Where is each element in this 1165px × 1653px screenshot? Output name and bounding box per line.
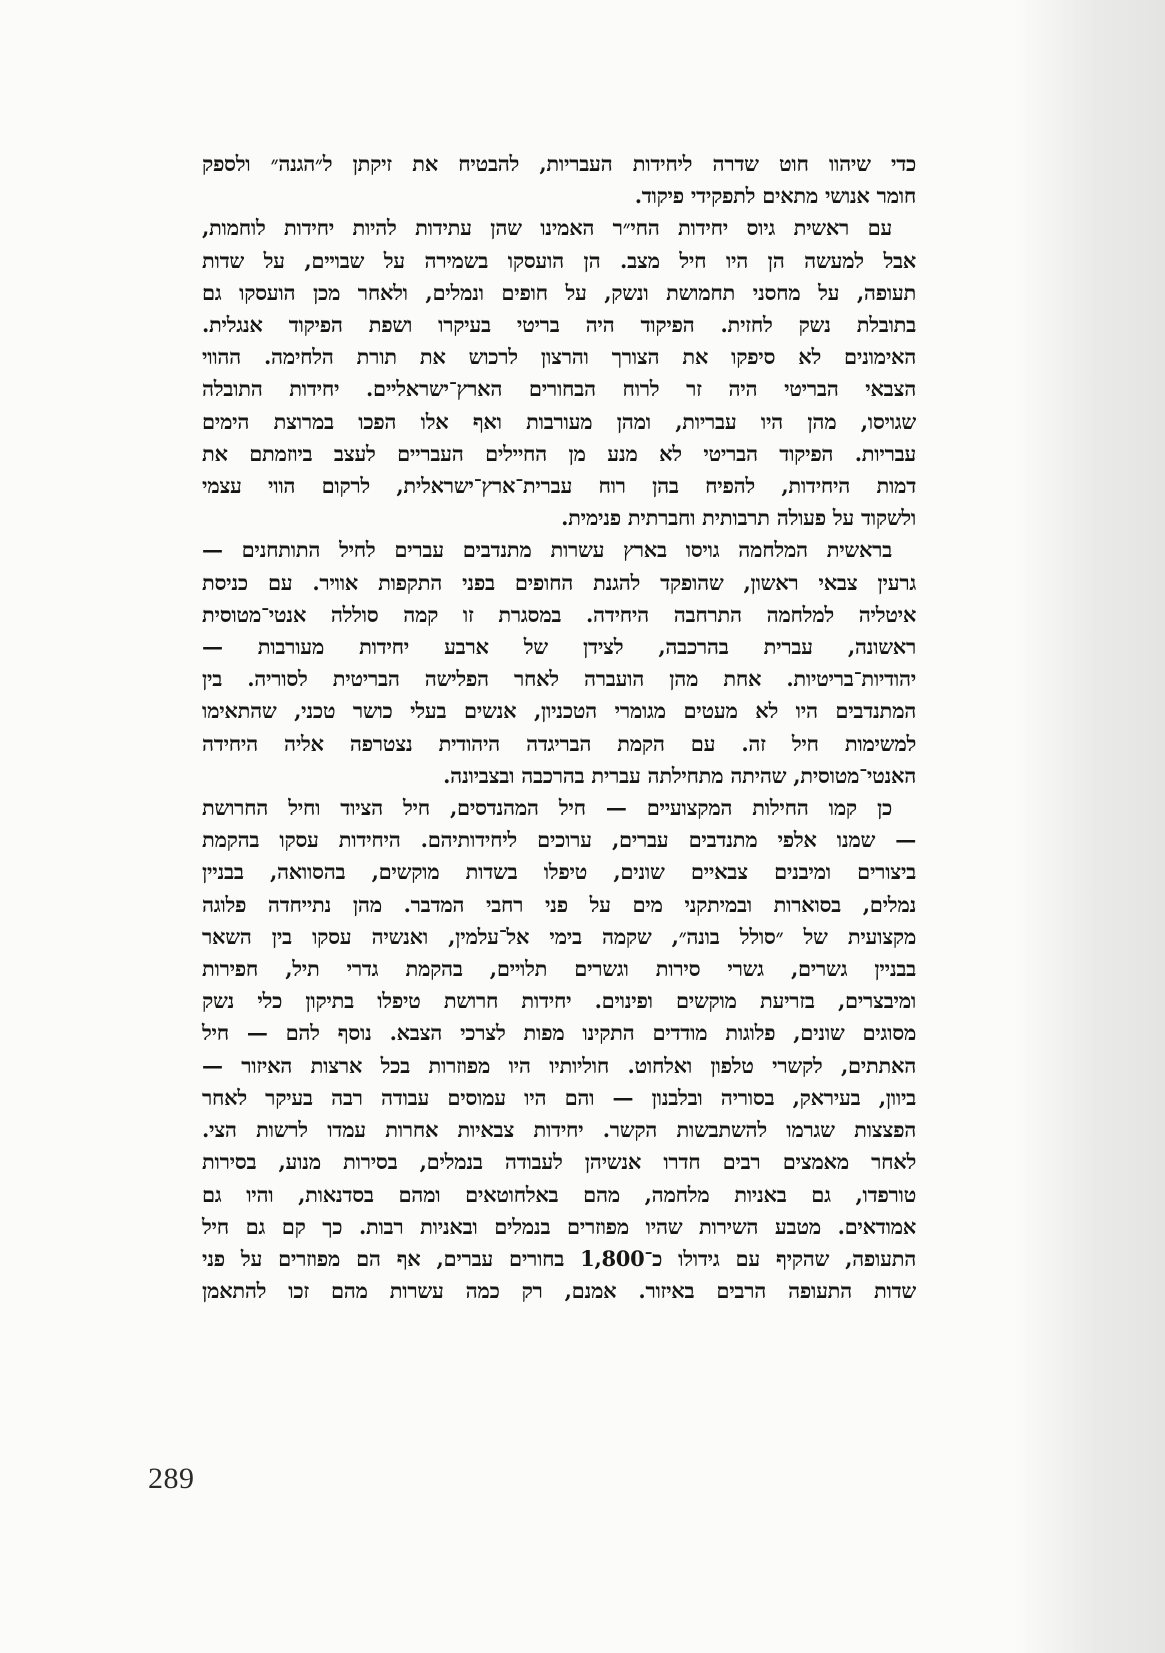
- text-line: מקצועית של ״סולל בונה״, שקמה בימי אל־עלמין, ואנשיה עסקו בין השאר: [202, 923, 916, 949]
- text-line: ומיבצרים, בזריעת מוקשים ופינוים. יחידות חרושת טיפלו בתיקון כלי נשק: [202, 988, 916, 1014]
- text-line: בראשית המלחמה גויסו בארץ עשרות מתנדבים עברים לחיל התותחנים —: [202, 537, 892, 563]
- text-line: תעופה, על מחסני תחמושת ונשק, על חופים ונמלים, ולאחר מכן הועסקו גם: [202, 279, 916, 305]
- paragraph-3: [202, 534, 916, 792]
- text-line: כן קמו החילות המקצועיים — חיל המהנדסים, חיל הציוד וחיל החרושת: [202, 795, 892, 821]
- text-line: בבניין גשרים, גשרי סירות וגשרים תלויים, בהקמת גדרי תיל, חפירות: [202, 956, 916, 982]
- text-line: חומר אנושי מתאים לתפקידי פיקוד.: [634, 183, 916, 209]
- text-line: בתובלת נשק לחזית. הפיקוד היה בריטי בעיקרו ושפת הפיקוד אנגלית.: [202, 312, 916, 338]
- text-line: ביוון, בעיראק, בסוריה ובלבנון — והם היו עמוסים עבודה רבה בעיקר לאחר: [202, 1084, 916, 1110]
- text-line: גרעין צבאי ראשון, שהופקד להגנת החופים בפני התקפות אוויר. עם כניסת: [202, 569, 916, 595]
- text-line: מסוגים שונים, פלוגות מודדים התקינו מפות לצרכי הצבא. נוסף להם — חיל: [202, 1020, 916, 1046]
- text-line: עם ראשית גיוס יחידות החי״ר האמינו שהן עתידות להיות יחידות לוחמות,: [202, 215, 892, 241]
- text-line: שדות התעופה הרבים באיזור. אמנם, רק כמה עשרות מהם זכו להתאמן: [202, 1278, 916, 1304]
- text-line: טורפדו, גם באניות מלחמה, מהם באלחוטאים ומהם בסדנאות, והיו גם: [202, 1181, 916, 1207]
- text-line: ולשקוד על פעולה תרבותית וחברתית פנימית.: [561, 505, 916, 531]
- text-line: — שמנו אלפי מתנדבים עברים, ערוכים ליחידותיהם. היחידות עסקו בהקמת: [202, 827, 916, 853]
- text-line: התעופה, שהקיף עם גידולו כ־1,800 בחורים עברים, אף הם מפוזרים על פני: [202, 1245, 916, 1271]
- text-line: אמודאים. מטבע השירות שהיו מפוזרים בנמלים ובאניות רבות. כך קם גם חיל: [202, 1213, 916, 1239]
- text-line: נמלים, בסוארות ובמיתקני מים על פני רחבי המדבר. מהן נתייחדה פלוגה: [202, 891, 916, 917]
- paragraph-4: [202, 792, 916, 1307]
- text-line: הפצצות שגרמו להשתבשות הקשר. יחידות צבאיות אחרות עמדו לרשות הצי.: [202, 1117, 916, 1143]
- text-line: הצבאי הבריטי היה זר לרוח הבחורים הארץ־ישראליים. יחידות התובלה: [202, 376, 916, 402]
- text-line: עבריות. הפיקוד הבריטי לא מנע מן החיילים העבריים לעצב ביוזמתם את: [202, 440, 916, 466]
- page-edge-shadow: [1015, 0, 1165, 1653]
- text-line: איטליה למלחמה התרחבה היחידה. במסגרת זו קמה סוללה אנטי־מטוסית: [202, 601, 916, 627]
- text-line: למשימות חיל זה. עם הקמת הבריגדה היהודית נצטרפה אליה היחידה: [202, 730, 916, 756]
- text-line: האימונים לא סיפקו את הצורך והרצון לרכוש את תורת הלחימה. ההווי: [202, 344, 916, 370]
- page-number: 289: [148, 1462, 195, 1495]
- text-line: האתתים, לקשרי טלפון ואלחוט. חוליותיו היו מפוזרות בכל ארצות האיזור —: [202, 1052, 916, 1078]
- text-line: המתנדבים היו לא מעטים מגומרי הטכניון, אנשים בעלי כושר טכני, שהתאימו: [202, 698, 916, 724]
- text-line: לאחר מאמצים רבים חדרו אנשיהן לעבודה בנמלים, בסירות מנוע, בסירות: [202, 1149, 916, 1175]
- text-line: כדי שיהוו חוט שדרה ליחידות העבריות, להבטיח את זיקתן ל״הגנה״ ולספק: [202, 151, 916, 176]
- body-text: [202, 148, 916, 1307]
- text-line: האנטי־מטוסית, שהיתה מתחילתה עברית בהרכבה ובצביונה.: [443, 762, 916, 788]
- text-line: אבל למעשה הן היו חיל מצב. הן הועסקו בשמירה על שבויים, על שדות: [202, 247, 916, 273]
- paragraph-1: [202, 148, 916, 212]
- paragraph-2: [202, 212, 916, 534]
- text-line: יהודיות־בריטיות. אחת מהן הועברה לאחר הפלישה הבריטית לסוריה. בין: [202, 666, 916, 692]
- text-line: ביצורים ומיבנים צבאיים שונים, טיפלו בשדות מוקשים, בהסוואה, בבניין: [202, 859, 916, 885]
- text-line: דמות היחידות, להפיח בהן רוח עברית־ארץ־ישראלית, לרקום הווי עצמי: [202, 473, 916, 499]
- text-line: שגויסו, מהן היו עבריות, ומהן מעורבות ואף אלו הפכו במרוצת הימים: [202, 408, 916, 434]
- text-line: ראשונה, עברית בהרכבה, לצידן של ארבע יחידות מעורבות —: [202, 634, 916, 660]
